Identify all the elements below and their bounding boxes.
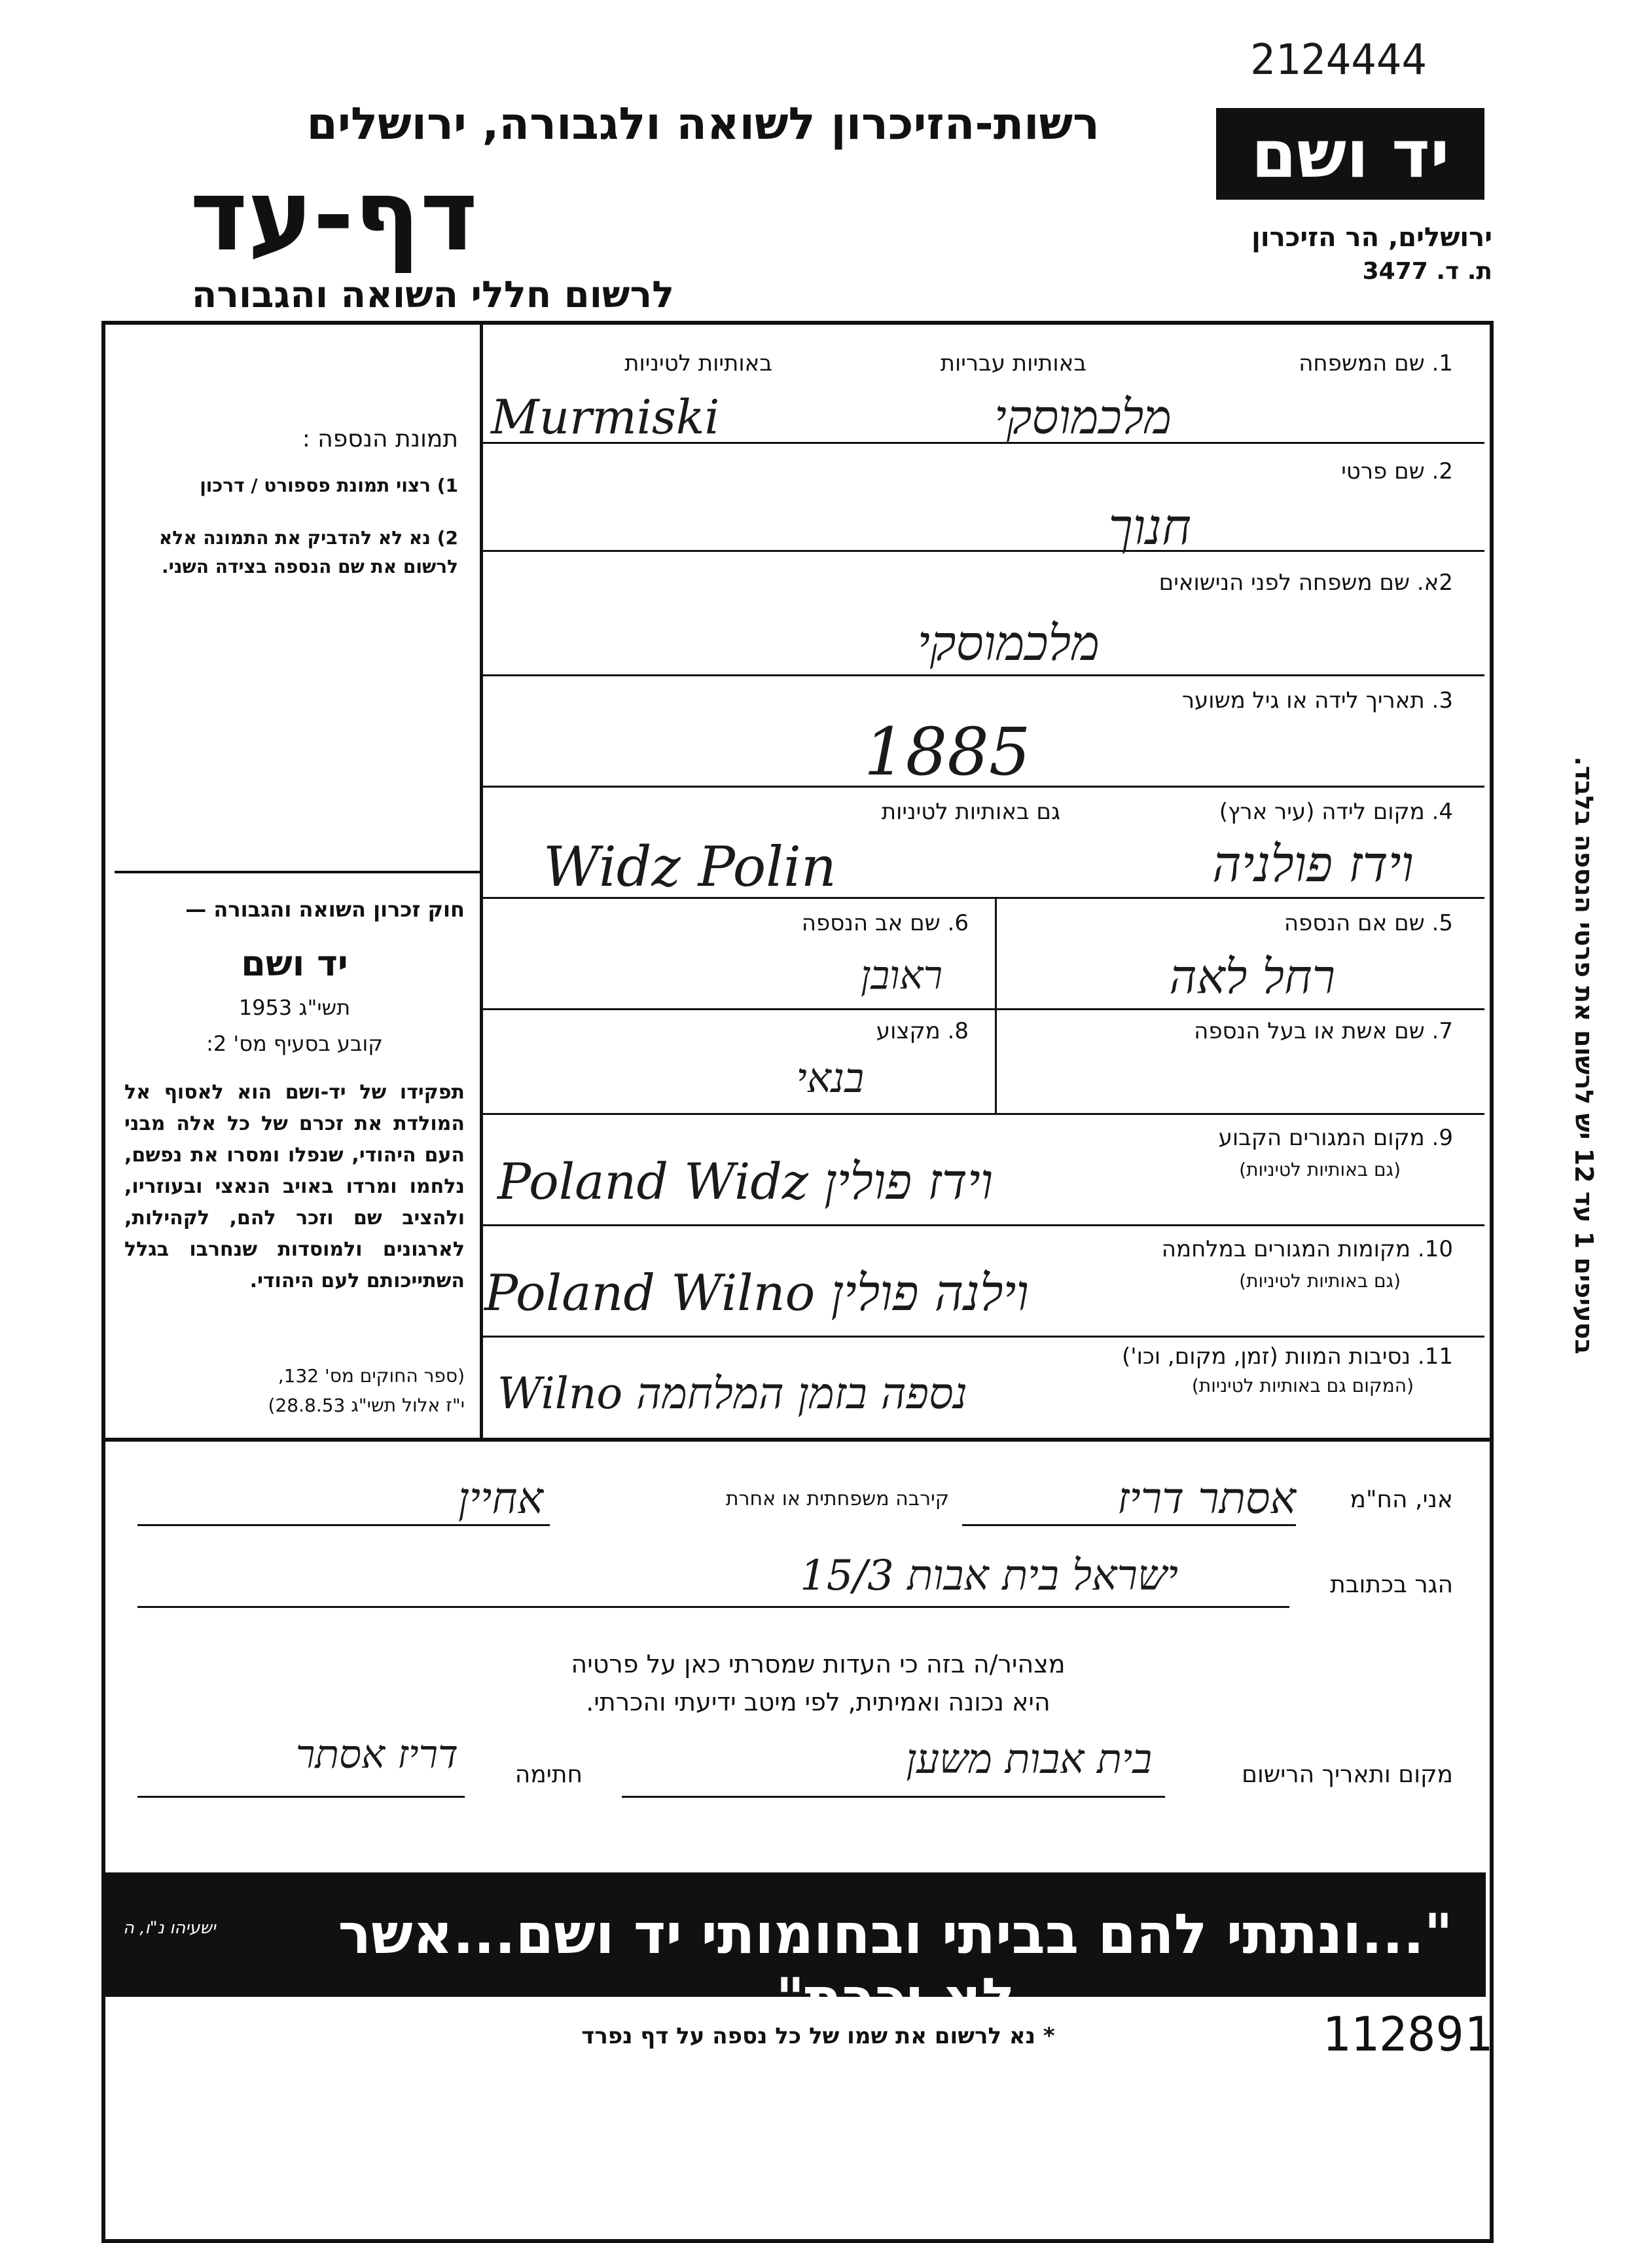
photo-note-1: 1) רצוי תמונת פספורט / דרכון [200, 475, 458, 496]
address-label: הגר בכתובת [1330, 1571, 1453, 1598]
field-4-heb-value[interactable]: וידז פולניה [1212, 835, 1414, 893]
field-2a-value[interactable]: מלכמוסקי [917, 615, 1100, 672]
law-ref-2: י"ז אלול תשי"ג 28.8.53) [268, 1395, 465, 1416]
declaration-line-2: היא נכונה ואמיתית, לפי מיטב ידיעתי והכרתי. [586, 1688, 1050, 1717]
field-10-value[interactable]: Poland Wilno וילנה פולין [484, 1264, 1029, 1322]
photo-note-2: 2) נא לא להדביק את התמונה אלא לרשום את שם הנספה בצידה השני. [158, 527, 458, 577]
document-number-top: 2124444 [1250, 36, 1427, 84]
address-line-2: ת. ד. 3477 [1362, 258, 1492, 285]
field-1-heb-header: באותיות עבריות [940, 350, 1086, 376]
signature-label: חתימה [514, 1761, 583, 1788]
row-sep [483, 1008, 1484, 1010]
footer-note: * נא לרשום את שמו של כל נספה על דף נפרד [581, 2023, 1055, 2049]
field-4-lat-header: גם באותיות לטיניות [881, 799, 1060, 825]
witness-line-1-prefix: אני, הח"מ [1350, 1486, 1453, 1513]
field-3-label: 3. תאריך לידה או גיל משוער [1181, 687, 1453, 714]
signature-line [137, 1794, 465, 1798]
law-year: תשי"ג 1953 [238, 995, 351, 1020]
field-6-value[interactable]: ראובן [860, 953, 943, 998]
field-2-label: 2. שם פרטי [1341, 458, 1453, 484]
field-4-label: 4. מקום לידה (עיר ארץ) [1219, 799, 1453, 825]
field-10-sub: (גם באותיות לטיניות) [1239, 1270, 1401, 1292]
field-6-label: 6. שם אב הנספה [801, 910, 969, 936]
witness-relation-value[interactable]: אחיין [458, 1473, 543, 1523]
field-11-label: 11. נסיבות המוות (זמן, מקום, וכו') [1121, 1343, 1453, 1370]
mid-divider [995, 897, 997, 1113]
org-title: רשות-הזיכרון לשואה ולגבורה, ירושלים [306, 98, 1100, 150]
registration-place-line [622, 1794, 1165, 1798]
field-9-value[interactable]: Poland Widz וידז פולין [497, 1152, 994, 1211]
field-7-label: 7. שם אשת או בעל הנספה [1194, 1018, 1453, 1044]
registration-place-label: מקום ותאריך הרישום [1242, 1761, 1453, 1788]
side-note: בסעיפים 1 עד 12 יש לרשום את פרטי הנספה בלבד. [1570, 756, 1598, 1355]
declaration-line-1: מצהיר/ה בזה כי העדות שמסרתי כאן על פרטיה [571, 1650, 1066, 1679]
field-5-label: 5. שם אם הנספה [1284, 910, 1453, 936]
field-1-lat-header: באותיות לטיניות [624, 350, 772, 376]
field-11-value[interactable]: Wilno נספה בזמן המלחמה [497, 1368, 968, 1419]
document-number-bottom: 112891 [1322, 2007, 1493, 2062]
address-line [137, 1604, 1289, 1608]
field-3-value[interactable]: 1885 [864, 714, 1031, 790]
left-column-divider [480, 325, 483, 1438]
row-sep [483, 1113, 1484, 1115]
left-column-separator [115, 871, 481, 873]
row-sep [483, 1224, 1484, 1226]
address-value[interactable]: ישראל בית אבות 15/3 [800, 1552, 1178, 1600]
field-8-label: 8. מקצוע [876, 1018, 969, 1044]
law-body: תפקידו של יד-ושם הוא לאסוף אל המולדת את זכרם של כל אלה מבני העם היהודי, שנפלו ומסרו את נפשם, נלחמו ומרדו באויב הנאצי ובעוזריו, ולהציב שם וזכר להם, לקהילות, לארגונים ולמוסדות שנחרבו בגלל השתייכותם לעם היהודי. [124, 1081, 465, 1292]
registration-place-value[interactable]: בית אבות משען [906, 1735, 1152, 1783]
field-5-value[interactable]: רחל לאה [1169, 949, 1335, 1004]
law-ref-1: (ספר החוקים מס' 132, [278, 1365, 465, 1387]
page-title: דף-עד [190, 159, 478, 273]
photo-title: תמונת הנספה : [302, 426, 458, 452]
row-sep [483, 1336, 1484, 1338]
field-11-sub: (המקום גם באותיות לטיניות) [1191, 1375, 1414, 1396]
field-9-sub: (גם באותיות לטיניות) [1239, 1159, 1401, 1180]
subtitle: לרשום חללי השואה והגבורה [191, 274, 674, 316]
field-10-label: 10. מקומות המגורים במלחמה [1161, 1236, 1453, 1262]
field-1-lat-value[interactable]: Murmiski [491, 390, 720, 445]
field-2a-label: 2א. שם משפחה לפני הנישואים [1158, 570, 1453, 596]
witness-relation-label: קירבה משפחתית או אחרת [725, 1487, 949, 1510]
field-8-value[interactable]: בנאי [796, 1054, 864, 1102]
signature-value[interactable]: דריז אסתר [295, 1732, 458, 1778]
field-1-label: 1. שם המשפחה [1299, 350, 1453, 376]
quote-banner [103, 1872, 1486, 2030]
witness-name-value[interactable]: אסתר דריז [1117, 1473, 1296, 1523]
field-2-value[interactable]: חנוך [1108, 498, 1191, 556]
banner-reference: ישעיהו נ"ו, ה [123, 1918, 216, 1938]
banner-quote: "...ונתתי להם בביתי ובחומותי יד ושם...אשר לא יכרת" [338, 1902, 1453, 2030]
yad-vashem-logo: יד ושם [1216, 108, 1484, 200]
field-9-label: 9. מקום המגורים הקבוע [1218, 1125, 1453, 1151]
law-name: יד ושם [241, 943, 348, 984]
field-1-heb-value[interactable]: מלכמוסקי [994, 390, 1172, 445]
field-4-lat-value[interactable]: Widz Polin [543, 835, 836, 899]
law-heading: חוק זכרון השואה והגבורה — [185, 897, 465, 922]
address-line-1: ירושלים, הר הזיכרון [1251, 223, 1492, 253]
row-sep [483, 674, 1484, 676]
law-clause: קובע בסעיף מס' 2: [206, 1031, 383, 1056]
